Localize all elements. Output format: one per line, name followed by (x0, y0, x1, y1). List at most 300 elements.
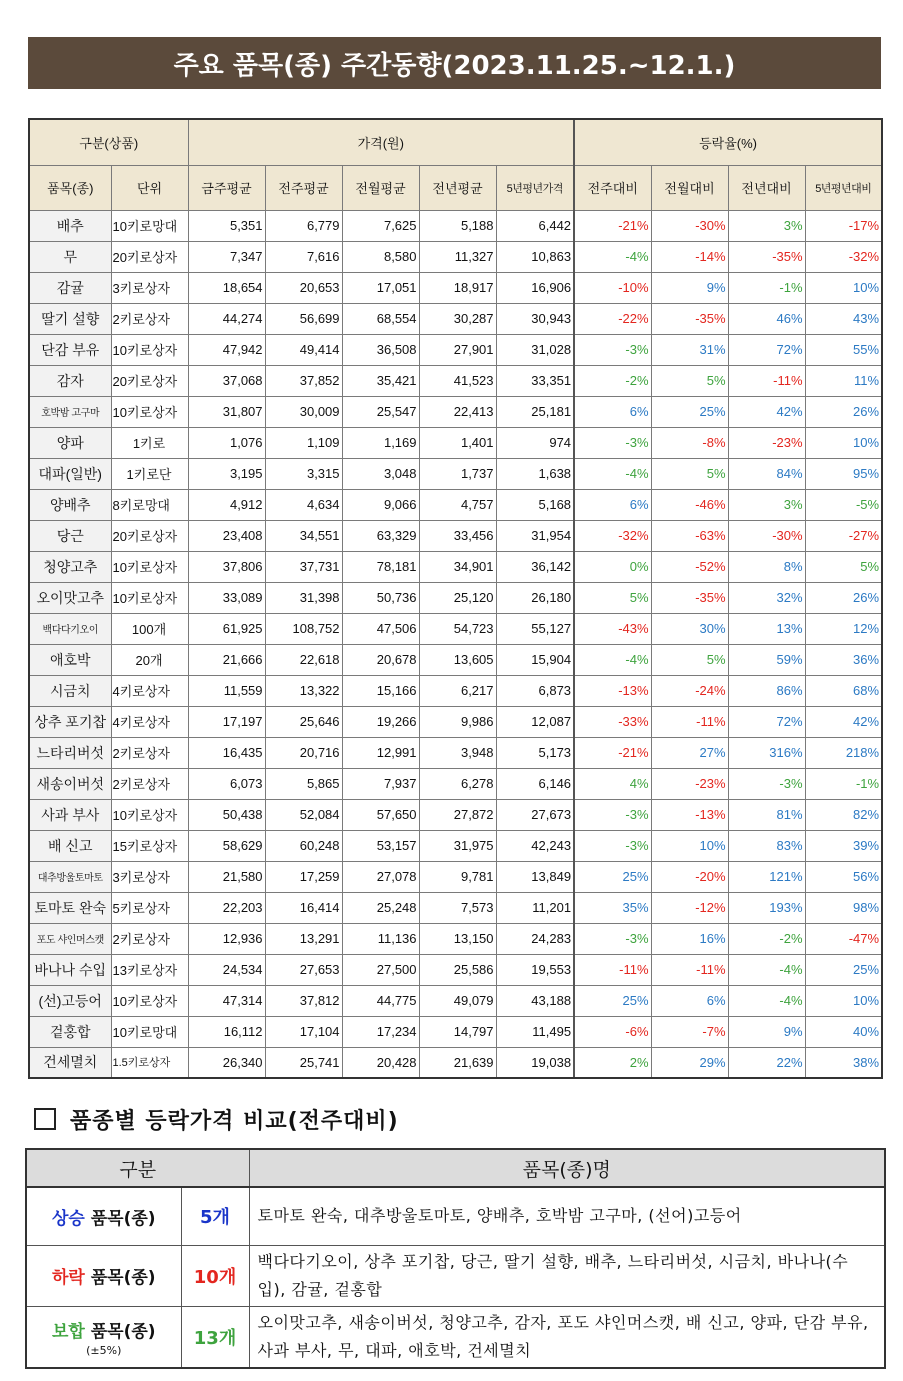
table-row (29, 830, 882, 861)
rate-cell: 25% (805, 954, 882, 985)
rate-cell: -33% (574, 706, 651, 737)
compare-row (26, 1306, 885, 1368)
price-cell: 19,038 (496, 1047, 574, 1078)
rate-cell: 46% (728, 303, 805, 334)
price-cell: 20,678 (342, 644, 419, 675)
price-cell: 27,901 (419, 334, 496, 365)
price-cell: 7,937 (342, 768, 419, 799)
item-unit: 4키로상자 (111, 675, 188, 706)
item-name: 딸기 설향 (29, 303, 111, 334)
table-row (29, 551, 882, 582)
price-cell: 13,150 (419, 923, 496, 954)
item-name: 대추방울토마토 (29, 861, 111, 892)
price-cell: 7,573 (419, 892, 496, 923)
compare-category-word: 상승 (51, 1208, 85, 1229)
rate-cell: -13% (574, 675, 651, 706)
price-cell: 57,650 (342, 799, 419, 830)
item-unit: 20키로상자 (111, 365, 188, 396)
price-cell: 56,699 (265, 303, 342, 334)
price-cell: 27,872 (419, 799, 496, 830)
rate-cell: 25% (574, 861, 651, 892)
rate-cell: -21% (574, 210, 651, 241)
price-cell: 17,197 (188, 706, 265, 737)
item-name: 단감 부유 (29, 334, 111, 365)
item-name: 양파 (29, 427, 111, 458)
rate-cell: -13% (651, 799, 728, 830)
price-cell: 4,634 (265, 489, 342, 520)
item-unit: 15키로상자 (111, 830, 188, 861)
price-cell: 43,188 (496, 985, 574, 1016)
price-cell: 26,340 (188, 1047, 265, 1078)
price-cell: 974 (496, 427, 574, 458)
header-last-month: 전월평균 (342, 165, 419, 210)
rate-cell: 26% (805, 396, 882, 427)
rate-cell: -20% (651, 861, 728, 892)
item-name: 느타리버섯 (29, 737, 111, 768)
price-cell: 6,779 (265, 210, 342, 241)
price-cell: 27,078 (342, 861, 419, 892)
header-vs-year: 전년대비 (728, 165, 805, 210)
compare-row (26, 1187, 885, 1245)
price-cell: 17,104 (265, 1016, 342, 1047)
table-row (29, 644, 882, 675)
price-cell: 22,203 (188, 892, 265, 923)
rate-cell: 30% (651, 613, 728, 644)
price-cell: 25,547 (342, 396, 419, 427)
rate-cell: 10% (805, 272, 882, 303)
rate-cell: 25% (574, 985, 651, 1016)
price-cell: 27,500 (342, 954, 419, 985)
price-cell: 42,243 (496, 830, 574, 861)
rate-cell: -35% (651, 582, 728, 613)
rate-cell: 31% (651, 334, 728, 365)
rate-cell: -12% (651, 892, 728, 923)
item-unit: 1.5키로상자 (111, 1047, 188, 1078)
rate-cell: 10% (805, 985, 882, 1016)
price-cell: 49,414 (265, 334, 342, 365)
item-name: 호박밤 고구마 (29, 396, 111, 427)
header-5yr-avg: 5년평년가격 (496, 165, 574, 210)
price-cell: 8,580 (342, 241, 419, 272)
price-cell: 36,508 (342, 334, 419, 365)
price-cell: 37,068 (188, 365, 265, 396)
header-price-group: 가격(원) (188, 119, 574, 165)
price-cell: 11,559 (188, 675, 265, 706)
table-row (29, 365, 882, 396)
rate-cell: -10% (574, 272, 651, 303)
item-name: 건세멸치 (29, 1047, 111, 1078)
price-cell: 16,112 (188, 1016, 265, 1047)
compare-header-items: 품목(종)명 (249, 1149, 885, 1187)
price-cell: 31,807 (188, 396, 265, 427)
price-cell: 1,737 (419, 458, 496, 489)
item-unit: 10키로상자 (111, 396, 188, 427)
price-cell: 25,120 (419, 582, 496, 613)
item-unit: 100개 (111, 613, 188, 644)
price-cell: 6,442 (496, 210, 574, 241)
item-name: 대파(일반) (29, 458, 111, 489)
comparison-table (25, 1148, 886, 1369)
item-unit: 20키로상자 (111, 241, 188, 272)
rate-cell: 40% (805, 1016, 882, 1047)
rate-cell: -23% (728, 427, 805, 458)
rate-cell: -7% (651, 1016, 728, 1047)
price-cell: 17,259 (265, 861, 342, 892)
item-unit: 10키로상자 (111, 334, 188, 365)
item-name: 토마토 완숙 (29, 892, 111, 923)
rate-cell: 16% (651, 923, 728, 954)
price-cell: 13,291 (265, 923, 342, 954)
item-unit: 20개 (111, 644, 188, 675)
item-name: 오이맛고추 (29, 582, 111, 613)
price-cell: 16,906 (496, 272, 574, 303)
price-cell: 5,865 (265, 768, 342, 799)
rate-cell: -3% (574, 799, 651, 830)
price-cell: 23,408 (188, 520, 265, 551)
rate-cell: 25% (651, 396, 728, 427)
section-heading-text: 품종별 등락가격 비교(전주대비) (70, 1108, 399, 1134)
rate-cell: -3% (574, 923, 651, 954)
item-name: 감귤 (29, 272, 111, 303)
price-cell: 63,329 (342, 520, 419, 551)
price-cell: 78,181 (342, 551, 419, 582)
rate-cell: -30% (728, 520, 805, 551)
price-cell: 13,322 (265, 675, 342, 706)
item-name: 무 (29, 241, 111, 272)
rate-cell: 35% (574, 892, 651, 923)
compare-category (26, 1306, 181, 1368)
compare-category-word: 보합 (51, 1321, 85, 1342)
price-cell: 25,646 (265, 706, 342, 737)
item-unit: 2키로상자 (111, 303, 188, 334)
header-last-week: 전주평균 (265, 165, 342, 210)
rate-cell: 8% (728, 551, 805, 582)
table-row (29, 985, 882, 1016)
price-cell: 44,775 (342, 985, 419, 1016)
rate-cell: 84% (728, 458, 805, 489)
price-cell: 31,398 (265, 582, 342, 613)
rate-cell: 32% (728, 582, 805, 613)
price-cell: 37,806 (188, 551, 265, 582)
rate-cell: -11% (728, 365, 805, 396)
rate-cell: -32% (805, 241, 882, 272)
rate-cell: 316% (728, 737, 805, 768)
rate-cell: 26% (805, 582, 882, 613)
rate-cell: 0% (574, 551, 651, 582)
rate-cell: -27% (805, 520, 882, 551)
item-name: 청양고추 (29, 551, 111, 582)
price-cell: 60,248 (265, 830, 342, 861)
item-name: 감자 (29, 365, 111, 396)
item-name: 배 신고 (29, 830, 111, 861)
rate-cell: 82% (805, 799, 882, 830)
rate-cell: -1% (728, 272, 805, 303)
table-row (29, 489, 882, 520)
price-cell: 47,314 (188, 985, 265, 1016)
compare-category-word: 하락 (51, 1268, 85, 1288)
price-cell: 19,266 (342, 706, 419, 737)
rate-cell: 13% (728, 613, 805, 644)
rate-cell: 55% (805, 334, 882, 365)
price-cell: 18,654 (188, 272, 265, 303)
item-name: 시금치 (29, 675, 111, 706)
rate-cell: -11% (651, 706, 728, 737)
compare-count: 10개 (181, 1245, 249, 1306)
price-cell: 53,157 (342, 830, 419, 861)
price-cell: 6,217 (419, 675, 496, 706)
rate-cell: 10% (805, 427, 882, 458)
rate-cell: 6% (574, 489, 651, 520)
rate-cell: 68% (805, 675, 882, 706)
table-row (29, 334, 882, 365)
price-cell: 17,234 (342, 1016, 419, 1047)
price-cell: 68,554 (342, 303, 419, 334)
price-cell: 6,873 (496, 675, 574, 706)
table-row (29, 675, 882, 706)
price-cell: 24,283 (496, 923, 574, 954)
price-cell: 55,127 (496, 613, 574, 644)
price-cell: 13,849 (496, 861, 574, 892)
rate-cell: 4% (574, 768, 651, 799)
item-unit: 10키로상자 (111, 985, 188, 1016)
price-cell: 24,534 (188, 954, 265, 985)
price-cell: 3,948 (419, 737, 496, 768)
item-unit: 5키로상자 (111, 892, 188, 923)
table-row (29, 923, 882, 954)
item-unit: 10키로망대 (111, 210, 188, 241)
table-row (29, 458, 882, 489)
rate-cell: 86% (728, 675, 805, 706)
price-cell: 25,181 (496, 396, 574, 427)
item-name: 상추 포기찹 (29, 706, 111, 737)
price-cell: 31,954 (496, 520, 574, 551)
rate-cell: -3% (574, 830, 651, 861)
price-cell: 108,752 (265, 613, 342, 644)
rate-cell: -2% (574, 365, 651, 396)
compare-count: 13개 (181, 1306, 249, 1368)
table-row (29, 1016, 882, 1047)
price-cell: 21,639 (419, 1047, 496, 1078)
rate-cell: -43% (574, 613, 651, 644)
table-row (29, 954, 882, 985)
rate-cell: -30% (651, 210, 728, 241)
item-unit: 2키로상자 (111, 737, 188, 768)
header-item: 품목(종) (29, 165, 111, 210)
compare-items: 백다다기오이, 상추 포기찹, 당근, 딸기 설향, 배추, 느타리버섯, 시금치, 바나나(수입), 감귤, 겉홍합 (249, 1245, 885, 1306)
item-unit: 10키로상자 (111, 551, 188, 582)
price-cell: 44,274 (188, 303, 265, 334)
price-cell: 34,551 (265, 520, 342, 551)
rate-cell: 83% (728, 830, 805, 861)
price-cell: 4,912 (188, 489, 265, 520)
rate-cell: 3% (728, 210, 805, 241)
rate-cell: -4% (728, 985, 805, 1016)
compare-items: 오이맛고추, 새송이버섯, 청양고추, 감자, 포도 샤인머스캣, 배 신고, 양파, 단감 부유, 사과 부사, 무, 대파, 애호박, 건세멸치 (249, 1306, 885, 1368)
price-cell: 5,351 (188, 210, 265, 241)
rate-cell: 6% (574, 396, 651, 427)
rate-cell: -63% (651, 520, 728, 551)
price-cell: 6,278 (419, 768, 496, 799)
price-cell: 25,248 (342, 892, 419, 923)
price-cell: 37,731 (265, 551, 342, 582)
table-row (29, 737, 882, 768)
price-cell: 22,413 (419, 396, 496, 427)
compare-category-suffix: 품목(종) (84, 1268, 156, 1288)
rate-cell: 22% (728, 1047, 805, 1078)
rate-cell: -35% (651, 303, 728, 334)
price-cell: 9,781 (419, 861, 496, 892)
header-vs-5yr: 5년평년대비 (805, 165, 882, 210)
rate-cell: -17% (805, 210, 882, 241)
header-vs-week: 전주대비 (574, 165, 651, 210)
compare-header-category: 구분 (26, 1149, 249, 1187)
item-unit: 10키로망대 (111, 1016, 188, 1047)
rate-cell: -4% (574, 644, 651, 675)
rate-cell: 56% (805, 861, 882, 892)
item-unit: 20키로상자 (111, 520, 188, 551)
table-row (29, 706, 882, 737)
rate-cell: -2% (728, 923, 805, 954)
price-cell: 15,166 (342, 675, 419, 706)
price-cell: 1,401 (419, 427, 496, 458)
price-cell: 7,625 (342, 210, 419, 241)
rate-cell: 5% (651, 644, 728, 675)
compare-category-suffix: 품목(종) (84, 1208, 156, 1229)
section-heading (34, 1103, 399, 1135)
table-row (29, 861, 882, 892)
price-cell: 20,653 (265, 272, 342, 303)
price-cell: 11,327 (419, 241, 496, 272)
item-unit: 3키로상자 (111, 272, 188, 303)
item-name: 포도 샤인머스캣 (29, 923, 111, 954)
rate-cell: 72% (728, 706, 805, 737)
item-unit: 1키로 (111, 427, 188, 458)
price-cell: 33,456 (419, 520, 496, 551)
price-cell: 11,201 (496, 892, 574, 923)
price-cell: 47,942 (188, 334, 265, 365)
table-row (29, 396, 882, 427)
table-row (29, 520, 882, 551)
item-unit: 8키로망대 (111, 489, 188, 520)
rate-cell: 42% (728, 396, 805, 427)
price-cell: 20,428 (342, 1047, 419, 1078)
rate-cell: 98% (805, 892, 882, 923)
rate-cell: 95% (805, 458, 882, 489)
compare-row (26, 1245, 885, 1306)
report-title-banner (28, 37, 881, 89)
price-cell: 6,146 (496, 768, 574, 799)
price-cell: 11,495 (496, 1016, 574, 1047)
table-row (29, 892, 882, 923)
price-cell: 15,904 (496, 644, 574, 675)
table-row (29, 768, 882, 799)
rate-cell: 27% (651, 737, 728, 768)
item-name: 당근 (29, 520, 111, 551)
price-cell: 22,618 (265, 644, 342, 675)
rate-cell: -11% (574, 954, 651, 985)
item-unit: 2키로상자 (111, 768, 188, 799)
item-name: 양배추 (29, 489, 111, 520)
price-cell: 3,195 (188, 458, 265, 489)
rate-cell: -8% (651, 427, 728, 458)
price-cell: 21,666 (188, 644, 265, 675)
price-cell: 33,351 (496, 365, 574, 396)
item-unit: 2키로상자 (111, 923, 188, 954)
price-cell: 50,438 (188, 799, 265, 830)
rate-cell: -52% (651, 551, 728, 582)
rate-cell: 81% (728, 799, 805, 830)
price-cell: 27,673 (496, 799, 574, 830)
price-cell: 54,723 (419, 613, 496, 644)
price-cell: 30,287 (419, 303, 496, 334)
price-cell: 49,079 (419, 985, 496, 1016)
rate-cell: 3% (728, 489, 805, 520)
rate-cell: -6% (574, 1016, 651, 1047)
price-cell: 5,188 (419, 210, 496, 241)
price-cell: 9,066 (342, 489, 419, 520)
rate-cell: 218% (805, 737, 882, 768)
tolerance-note: (±5%) (86, 1343, 122, 1357)
price-cell: 10,863 (496, 241, 574, 272)
item-name: 백다다기오이 (29, 613, 111, 644)
rate-cell: -47% (805, 923, 882, 954)
rate-cell: -4% (574, 458, 651, 489)
price-cell: 1,076 (188, 427, 265, 458)
rate-cell: 12% (805, 613, 882, 644)
rate-cell: 6% (651, 985, 728, 1016)
header-unit: 단위 (111, 165, 188, 210)
price-cell: 13,605 (419, 644, 496, 675)
price-cell: 21,580 (188, 861, 265, 892)
rate-cell: 42% (805, 706, 882, 737)
compare-count: 5개 (181, 1187, 249, 1245)
checkbox-square-icon (34, 1108, 56, 1130)
rate-cell: 11% (805, 365, 882, 396)
rate-cell: 39% (805, 830, 882, 861)
price-cell: 30,009 (265, 396, 342, 427)
rate-cell: 59% (728, 644, 805, 675)
price-cell: 26,180 (496, 582, 574, 613)
price-cell: 30,943 (496, 303, 574, 334)
rate-cell: 29% (651, 1047, 728, 1078)
rate-cell: 72% (728, 334, 805, 365)
price-cell: 9,986 (419, 706, 496, 737)
table-row (29, 272, 882, 303)
rate-cell: -3% (728, 768, 805, 799)
header-rate-group: 등락율(%) (574, 119, 882, 165)
price-cell: 47,506 (342, 613, 419, 644)
rate-cell: 121% (728, 861, 805, 892)
price-cell: 16,414 (265, 892, 342, 923)
price-cell: 12,991 (342, 737, 419, 768)
price-cell: 3,048 (342, 458, 419, 489)
price-cell: 1,109 (265, 427, 342, 458)
rate-cell: -23% (651, 768, 728, 799)
price-cell: 19,553 (496, 954, 574, 985)
price-cell: 16,435 (188, 737, 265, 768)
item-name: 새송이버섯 (29, 768, 111, 799)
price-cell: 27,653 (265, 954, 342, 985)
weekly-price-table (28, 118, 883, 1079)
price-cell: 33,089 (188, 582, 265, 613)
price-cell: 41,523 (419, 365, 496, 396)
price-cell: 7,347 (188, 241, 265, 272)
rate-cell: 10% (651, 830, 728, 861)
price-cell: 35,421 (342, 365, 419, 396)
price-cell: 18,917 (419, 272, 496, 303)
item-name: (선)고등어 (29, 985, 111, 1016)
price-cell: 37,812 (265, 985, 342, 1016)
